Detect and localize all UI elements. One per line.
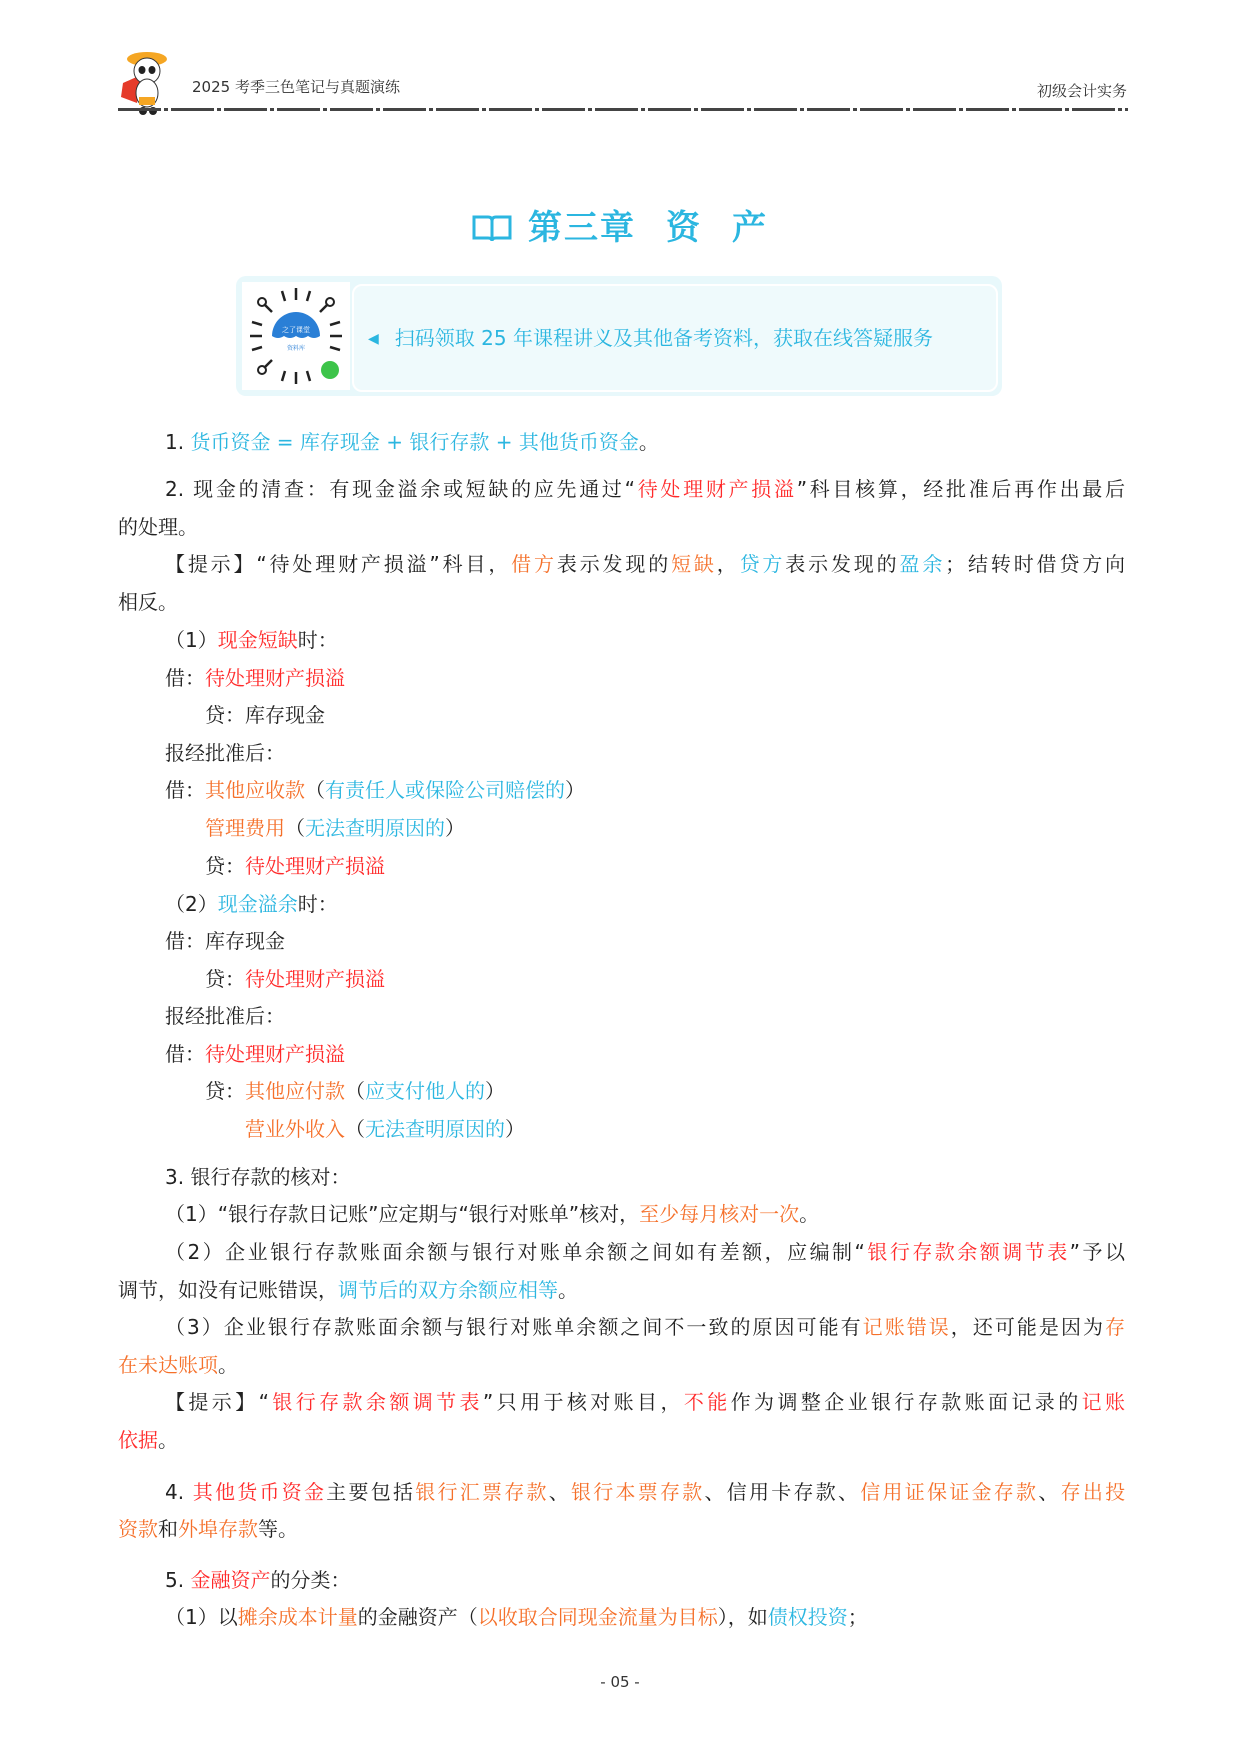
highlighted-term: 货币资金 = 库存现金 + 银行存款 + 其他货币资金 bbox=[190, 430, 639, 454]
text-segment: （2）企业银行存款账面余额与银行对账单余额之间如有差额，应编制“ bbox=[165, 1240, 865, 1264]
highlighted-term: 以收取合同现金流量为目标 bbox=[477, 1605, 718, 1629]
text-segment: ”予以 bbox=[1069, 1240, 1125, 1264]
qr-brand-text: 之了课堂 bbox=[282, 326, 310, 334]
text-segment: （ bbox=[285, 816, 305, 840]
highlighted-term: 其他应付款 bbox=[245, 1079, 345, 1103]
text-segment: 贷：库存现金 bbox=[205, 703, 325, 727]
text-segment: ） bbox=[445, 816, 465, 840]
highlighted-term: 至少每月核对一次 bbox=[639, 1202, 800, 1226]
text-segment: 【提示】“待处理财产损溢”科目， bbox=[165, 552, 512, 576]
text-segment: 报经批准后： bbox=[165, 741, 285, 765]
text-segment: 主要包括 bbox=[326, 1480, 416, 1504]
promo-text[interactable] bbox=[368, 322, 933, 351]
text-line bbox=[118, 1238, 1125, 1266]
text-segment: 、 bbox=[548, 1480, 572, 1504]
highlighted-term: 短缺 bbox=[671, 552, 717, 576]
text-segment: 等。 bbox=[258, 1517, 298, 1541]
chapter-name-2: 产 bbox=[732, 208, 768, 248]
text-segment: （3）企业银行存款账面余额与银行对账单余额之间不一致的原因可能有 bbox=[165, 1315, 863, 1339]
highlighted-term: 债权投资 bbox=[767, 1605, 848, 1629]
text-segment: 和 bbox=[158, 1517, 178, 1541]
text-segment: 1. bbox=[165, 430, 191, 454]
text-line bbox=[118, 1040, 1125, 1068]
text-line bbox=[118, 1603, 1125, 1631]
open-book-icon bbox=[472, 212, 512, 252]
chapter-name-1: 资 bbox=[666, 208, 702, 248]
highlighted-term: 无法查明原因的 bbox=[365, 1117, 505, 1141]
text-line bbox=[118, 852, 1125, 880]
text-segment: （1） bbox=[165, 628, 218, 652]
text-segment: 。 bbox=[799, 1202, 820, 1226]
highlighted-term: 现金溢余 bbox=[217, 892, 298, 916]
chapter-number: 第三章 bbox=[528, 208, 636, 248]
text-segment: ； bbox=[847, 1605, 868, 1629]
highlighted-term: 贷方 bbox=[739, 552, 786, 576]
text-line bbox=[118, 626, 1125, 654]
highlighted-term: 现金短缺 bbox=[217, 628, 298, 652]
highlighted-term: 应支付他人的 bbox=[365, 1079, 485, 1103]
page-number: - 05 - bbox=[600, 1673, 640, 1691]
text-line bbox=[118, 1163, 1125, 1191]
panda-mascot-logo bbox=[115, 45, 185, 115]
text-line bbox=[118, 1515, 1125, 1543]
text-line bbox=[118, 890, 1125, 918]
text-segment: 的分类： bbox=[270, 1568, 351, 1592]
highlighted-term: 银行本票存款 bbox=[571, 1480, 705, 1504]
highlighted-term: 待处理财产损溢 bbox=[245, 967, 385, 991]
highlighted-term: 存出投 bbox=[1060, 1480, 1126, 1504]
text-segment: 表示发现的 bbox=[556, 552, 672, 576]
text-segment: 【提示】“ bbox=[165, 1390, 269, 1414]
text-segment: 、信用卡存款、 bbox=[704, 1480, 861, 1504]
text-segment: ） bbox=[565, 778, 585, 802]
text-segment: 2. 现金的清查：有现金溢余或短缺的应先通过“ bbox=[165, 477, 635, 501]
text-segment: 借： bbox=[165, 666, 205, 690]
text-line bbox=[118, 1077, 1125, 1105]
text-segment: 借： bbox=[165, 1042, 205, 1066]
header-subject: 初级会计实务 bbox=[1036, 82, 1127, 100]
text-segment: 表示发现的 bbox=[785, 552, 900, 576]
text-segment: ），如 bbox=[717, 1605, 768, 1629]
text-segment: （ bbox=[345, 1079, 365, 1103]
highlighted-term: 无法查明原因的 bbox=[305, 816, 445, 840]
text-segment: 贷： bbox=[205, 1079, 245, 1103]
highlighted-term: 金融资产 bbox=[190, 1568, 271, 1592]
text-line bbox=[118, 1115, 1125, 1143]
text-line bbox=[118, 513, 1125, 541]
text-line bbox=[118, 1426, 1125, 1454]
text-segment: 时： bbox=[297, 892, 338, 916]
text-segment: ；结转时借贷方向 bbox=[945, 552, 1126, 576]
highlighted-term: 其他货币资金 bbox=[192, 1480, 327, 1504]
highlighted-term: 待处理财产损溢 bbox=[205, 1042, 345, 1066]
text-line bbox=[118, 1200, 1125, 1228]
highlighted-term: 管理费用 bbox=[205, 816, 285, 840]
highlighted-term: 待处理财产损溢 bbox=[635, 477, 797, 501]
text-segment: 的处理。 bbox=[118, 515, 198, 539]
text-line bbox=[118, 588, 1125, 616]
highlighted-term: 待处理财产损溢 bbox=[245, 854, 385, 878]
highlighted-term: 依据 bbox=[118, 1428, 158, 1452]
highlighted-term: 营业外收入 bbox=[245, 1117, 345, 1141]
text-segment: 贷： bbox=[205, 854, 245, 878]
highlighted-term: 存 bbox=[1105, 1315, 1126, 1339]
text-line bbox=[118, 1313, 1125, 1341]
text-line bbox=[118, 664, 1125, 692]
text-segment: 。 bbox=[558, 1278, 578, 1302]
text-line bbox=[118, 814, 1125, 842]
text-segment: （2） bbox=[165, 892, 218, 916]
text-segment: 作为调整企业银行存款账面记录的 bbox=[730, 1390, 1082, 1414]
text-segment: ， bbox=[716, 552, 740, 576]
highlighted-term: 盈余 bbox=[899, 552, 946, 576]
text-segment: ，还可能是因为 bbox=[950, 1315, 1106, 1339]
text-segment: 时： bbox=[297, 628, 338, 652]
text-segment: 贷： bbox=[205, 967, 245, 991]
header-divider bbox=[118, 108, 1128, 111]
text-segment: （ bbox=[345, 1117, 365, 1141]
text-segment: （1）“银行存款日记账”应定期与“银行对账单”核对， bbox=[165, 1202, 640, 1226]
highlighted-term: 记账错误 bbox=[862, 1315, 951, 1339]
text-line bbox=[118, 475, 1125, 503]
text-line bbox=[118, 1478, 1125, 1506]
text-line bbox=[118, 965, 1125, 993]
chapter-title bbox=[0, 200, 1240, 252]
highlighted-term: 调节后的双方余额应相等 bbox=[338, 1278, 558, 1302]
arrow-left-icon: ◀ bbox=[368, 331, 379, 347]
text-segment: ”科目核算，经批准后再作出最后 bbox=[796, 477, 1125, 501]
text-line bbox=[118, 550, 1125, 578]
highlighted-term: 银行汇票存款 bbox=[415, 1480, 549, 1504]
text-line bbox=[118, 1002, 1125, 1030]
text-line bbox=[118, 428, 1125, 456]
highlighted-term: 摊余成本计量 bbox=[237, 1605, 358, 1629]
text-segment: 。 bbox=[158, 1428, 178, 1452]
highlighted-term: 记账 bbox=[1081, 1390, 1126, 1414]
text-segment: （1）以 bbox=[165, 1605, 238, 1629]
text-segment: 。 bbox=[638, 430, 659, 454]
text-segment: 3. 银行存款的核对： bbox=[165, 1165, 351, 1189]
text-line bbox=[118, 1566, 1125, 1594]
text-segment: ） bbox=[505, 1117, 525, 1141]
highlighted-term: 不能 bbox=[683, 1390, 731, 1414]
text-line bbox=[118, 701, 1125, 729]
highlighted-term: 借方 bbox=[511, 552, 557, 576]
text-line bbox=[118, 739, 1125, 767]
header-title: 2025 考季三色笔记与真题演练 bbox=[192, 78, 400, 96]
text-segment: 5. bbox=[165, 1568, 191, 1592]
text-segment: 相反。 bbox=[118, 590, 178, 614]
promo-label: 扫码领取 25 年课程讲义及其他备考资料，获取在线答疑服务 bbox=[394, 326, 933, 350]
text-segment: ） bbox=[485, 1079, 505, 1103]
highlighted-term: 信用证保证金存款 bbox=[860, 1480, 1039, 1504]
text-segment: 、 bbox=[1038, 1480, 1061, 1504]
text-segment: 的金融资产（ bbox=[357, 1605, 478, 1629]
highlighted-term: 资款 bbox=[118, 1517, 158, 1541]
text-segment: 报经批准后： bbox=[165, 1004, 285, 1028]
text-segment: 4. bbox=[165, 1480, 193, 1504]
highlighted-term: 有责任人或保险公司赔偿的 bbox=[325, 778, 565, 802]
text-line bbox=[118, 927, 1125, 955]
highlighted-term: 待处理财产损溢 bbox=[205, 666, 345, 690]
highlighted-term: 外埠存款 bbox=[178, 1517, 258, 1541]
highlighted-term: 银行存款余额调节表 bbox=[864, 1240, 1070, 1264]
highlighted-term: 银行存款余额调节表 bbox=[268, 1390, 483, 1414]
text-line bbox=[118, 776, 1125, 804]
text-line bbox=[118, 1276, 1125, 1304]
text-segment: 借：库存现金 bbox=[165, 929, 285, 953]
text-segment: （ bbox=[305, 778, 325, 802]
text-segment: 借： bbox=[165, 778, 205, 802]
text-segment: ”只用于核对账目， bbox=[482, 1390, 684, 1414]
highlighted-term: 其他应收款 bbox=[205, 778, 305, 802]
qr-sub-text: 资料库 bbox=[286, 345, 306, 352]
text-line bbox=[118, 1351, 1125, 1379]
text-segment: 。 bbox=[218, 1353, 238, 1377]
text-segment: 调节，如没有记账错误， bbox=[118, 1278, 338, 1302]
qr-code[interactable] bbox=[242, 282, 350, 390]
text-line bbox=[118, 1388, 1125, 1416]
highlighted-term: 在未达账项 bbox=[118, 1353, 218, 1377]
